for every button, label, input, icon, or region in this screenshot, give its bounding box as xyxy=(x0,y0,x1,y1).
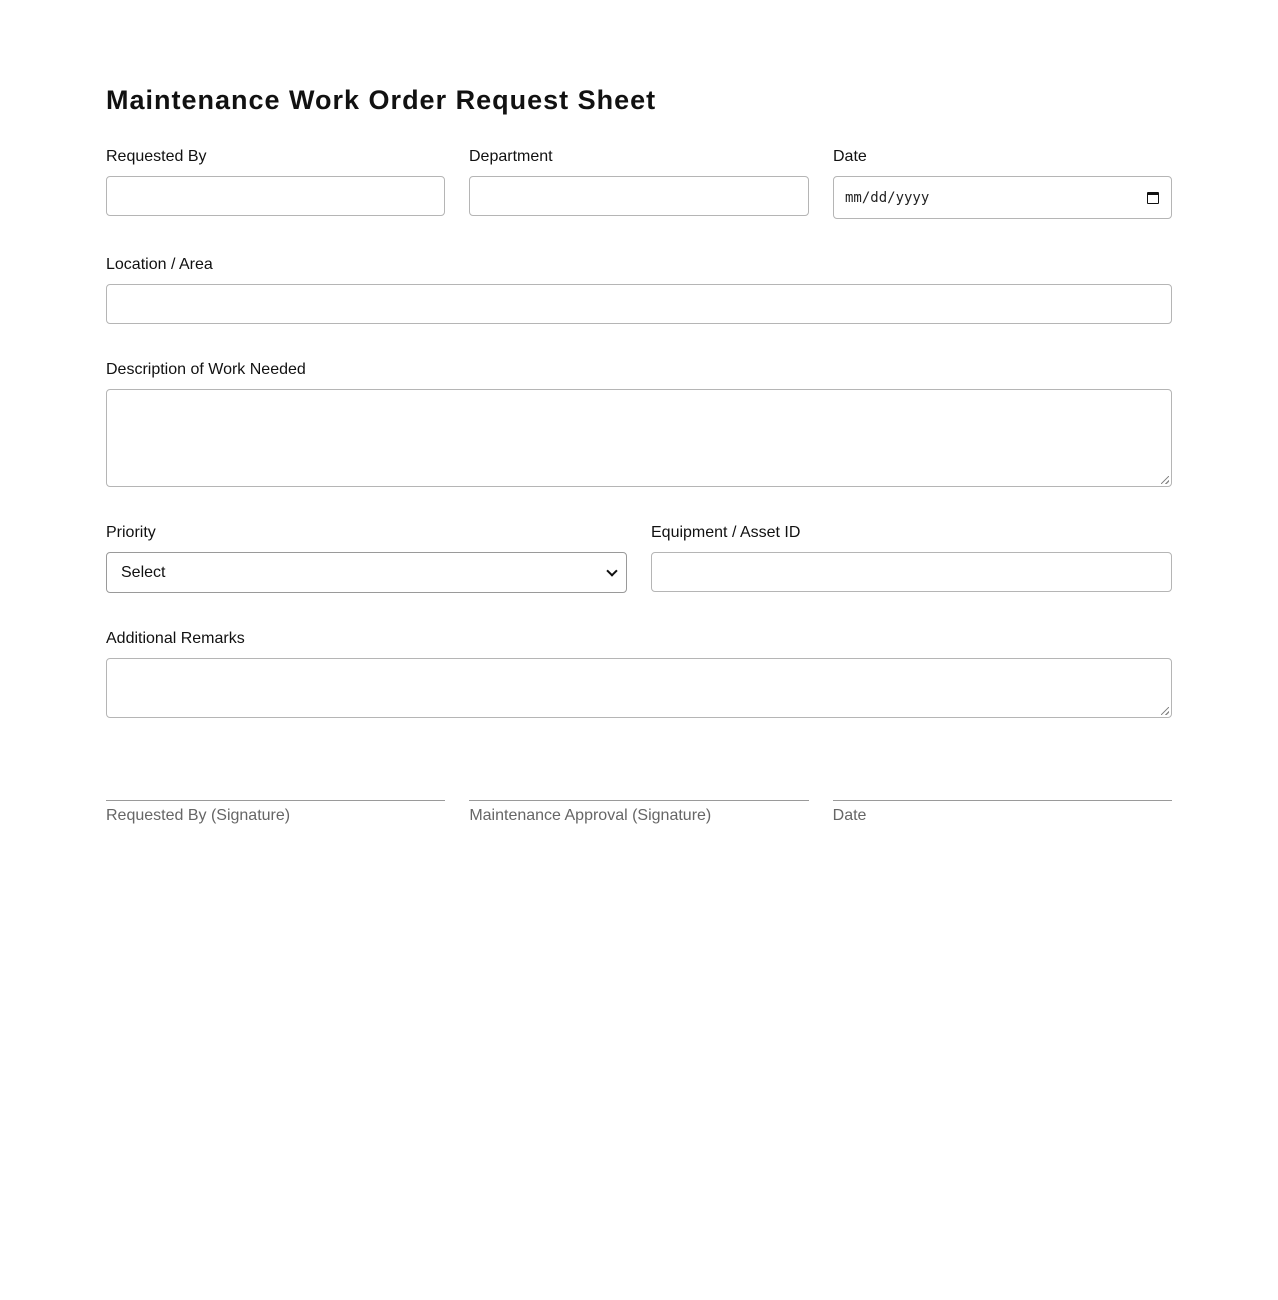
date-label: Date xyxy=(833,148,867,165)
department-field xyxy=(469,148,809,219)
location-input[interactable] xyxy=(106,284,1172,324)
equipment-label: Equipment / Asset ID xyxy=(651,524,801,541)
priority-label: Priority xyxy=(106,524,156,541)
department-input[interactable] xyxy=(469,176,809,216)
remarks-textarea[interactable] xyxy=(106,658,1172,718)
row-priority xyxy=(106,524,1172,593)
resize-grip-icon[interactable] xyxy=(1161,476,1169,484)
location-label: Location / Area xyxy=(106,256,213,273)
priority-selected-value: Select xyxy=(121,563,166,581)
location-field xyxy=(106,256,1172,324)
priority-select[interactable] xyxy=(106,552,627,593)
signature-requested-by xyxy=(106,800,445,825)
equipment-input[interactable] xyxy=(651,552,1172,592)
calendar-icon[interactable] xyxy=(1147,192,1159,204)
requested-by-field xyxy=(106,148,445,219)
equipment-field xyxy=(651,524,1172,593)
signature-row xyxy=(106,800,1172,825)
signature-requested-by-label: Requested By (Signature) xyxy=(106,807,291,824)
remarks-label: Additional Remarks xyxy=(106,630,245,647)
description-label: Description of Work Needed xyxy=(106,361,306,378)
date-input[interactable] xyxy=(833,176,1172,219)
description-textarea[interactable] xyxy=(106,389,1172,487)
signature-approval xyxy=(469,800,808,825)
signature-approval-label: Maintenance Approval (Signature) xyxy=(469,807,712,824)
chevron-down-icon xyxy=(606,565,617,576)
signature-line xyxy=(106,800,445,801)
row-requester xyxy=(106,148,1172,219)
work-order-form xyxy=(106,84,1172,825)
priority-field xyxy=(106,524,627,593)
resize-grip-icon[interactable] xyxy=(1161,707,1169,715)
requested-by-label: Requested By xyxy=(106,148,207,165)
department-label: Department xyxy=(469,148,553,165)
description-field xyxy=(106,361,1172,487)
requested-by-input[interactable] xyxy=(106,176,445,216)
signature-line xyxy=(469,800,808,801)
date-field xyxy=(833,148,1172,219)
signature-date-label: Date xyxy=(832,807,867,824)
remarks-field xyxy=(106,630,1172,718)
date-placeholder: mm/dd/yyyy xyxy=(845,189,930,206)
signature-date xyxy=(833,800,1172,825)
signature-line xyxy=(833,800,1172,801)
page-title: Maintenance Work Order Request Sheet xyxy=(106,85,657,115)
